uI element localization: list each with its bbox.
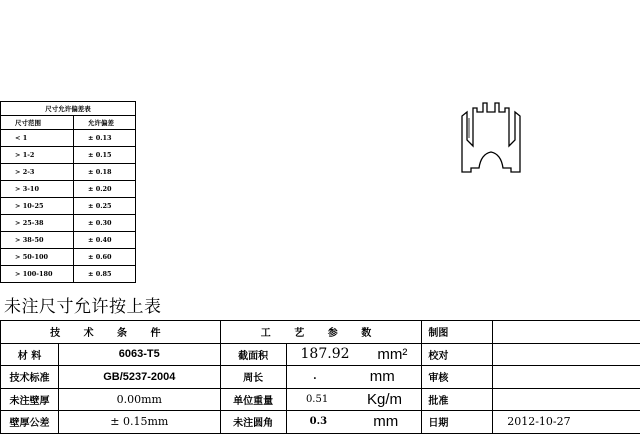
- tolerance-value: ± 0.18: [74, 164, 136, 181]
- tolerance-row: [1, 215, 136, 232]
- tolerance-value: ± 0.13: [74, 130, 136, 147]
- standard-label: 技术标准: [1, 366, 59, 389]
- tolerance-table-title: 尺寸允许偏差表: [1, 102, 136, 116]
- tolerance-range: < 1: [1, 130, 74, 147]
- perimeter-unit: mm: [369, 368, 395, 386]
- title-block-row: [1, 366, 640, 389]
- extrusion-profile-drawing: [459, 100, 523, 176]
- fillet-cell: [286, 411, 422, 434]
- tolerance-range: > 2-3: [1, 164, 74, 181]
- tolerance-range: > 1-2: [1, 147, 74, 164]
- material-value: 6063-T5: [58, 343, 220, 366]
- process-params-header: 工 艺 参 数: [220, 321, 422, 344]
- tolerance-range: > 3-10: [1, 181, 74, 198]
- fillet-label: 未注圆角: [220, 411, 286, 434]
- tolerance-value: ± 0.30: [74, 215, 136, 232]
- date-value: 2012-10-27: [493, 411, 640, 434]
- profile-outline: [462, 103, 520, 172]
- col-header-tolerance: 允许偏差: [74, 116, 136, 130]
- tolerance-row: [1, 249, 136, 266]
- tolerance-row: [1, 266, 136, 283]
- weight-value: 0.51: [305, 393, 329, 405]
- col-header-range: 尺寸范围: [1, 116, 74, 130]
- area-cell: [286, 343, 422, 366]
- tolerance-range: > 50-100: [1, 249, 74, 266]
- title-block-row: [1, 321, 640, 344]
- review-label: 审核: [422, 366, 493, 389]
- title-block-row: [1, 411, 640, 434]
- area-label: 截面积: [220, 343, 286, 366]
- tolerance-row: [1, 147, 136, 164]
- standard-value: GB/5237-2004: [58, 366, 220, 389]
- approve-value: [493, 388, 640, 411]
- tolerance-row: [1, 130, 136, 147]
- draw-label: 制图: [422, 321, 493, 344]
- check-value: [493, 343, 640, 366]
- wall-tol-value: ± 0.15mm: [58, 411, 220, 434]
- review-value: [493, 366, 640, 389]
- wall-label: 未注壁厚: [1, 388, 59, 411]
- tolerance-table: [0, 101, 136, 283]
- tolerance-value: ± 0.40: [74, 232, 136, 249]
- tolerance-row: [1, 164, 136, 181]
- area-unit: mm²: [377, 345, 408, 363]
- tolerance-value: ± 0.85: [74, 266, 136, 283]
- perimeter-value: .: [313, 371, 317, 383]
- tolerance-range: > 25-38: [1, 215, 74, 232]
- weight-cell: [286, 388, 422, 411]
- wall-tol-label: 壁厚公差: [1, 411, 59, 434]
- tolerance-value: ± 0.20: [74, 181, 136, 198]
- tolerance-row: [1, 181, 136, 198]
- weight-label: 单位重量: [220, 388, 286, 411]
- material-label: 材 料: [1, 343, 59, 366]
- tolerance-value: ± 0.15: [74, 147, 136, 164]
- tolerance-value: ± 0.25: [74, 198, 136, 215]
- title-block: [0, 320, 640, 434]
- perimeter-cell: [286, 366, 422, 389]
- wall-value: 0.00mm: [58, 388, 220, 411]
- tolerance-row: [1, 232, 136, 249]
- approve-label: 批准: [422, 388, 493, 411]
- tolerance-range: > 100-180: [1, 266, 74, 283]
- tolerance-range: > 38-50: [1, 232, 74, 249]
- check-label: 校对: [422, 343, 493, 366]
- fillet-unit: mm: [373, 413, 399, 431]
- area-value: 187.92: [300, 346, 350, 363]
- caption: 未注尺寸允许按上表: [4, 297, 162, 317]
- fillet-value: 0.3: [309, 416, 328, 428]
- draw-value: [493, 321, 640, 344]
- weight-unit: Kg/m: [366, 390, 402, 408]
- title-block-row: [1, 343, 640, 366]
- tolerance-range: > 10-25: [1, 198, 74, 215]
- tech-conditions-header: 技 术 条 件: [1, 321, 221, 344]
- perimeter-label: 周长: [220, 366, 286, 389]
- tolerance-row: [1, 198, 136, 215]
- date-label: 日期: [422, 411, 493, 434]
- tolerance-value: ± 0.60: [74, 249, 136, 266]
- title-block-row: [1, 388, 640, 411]
